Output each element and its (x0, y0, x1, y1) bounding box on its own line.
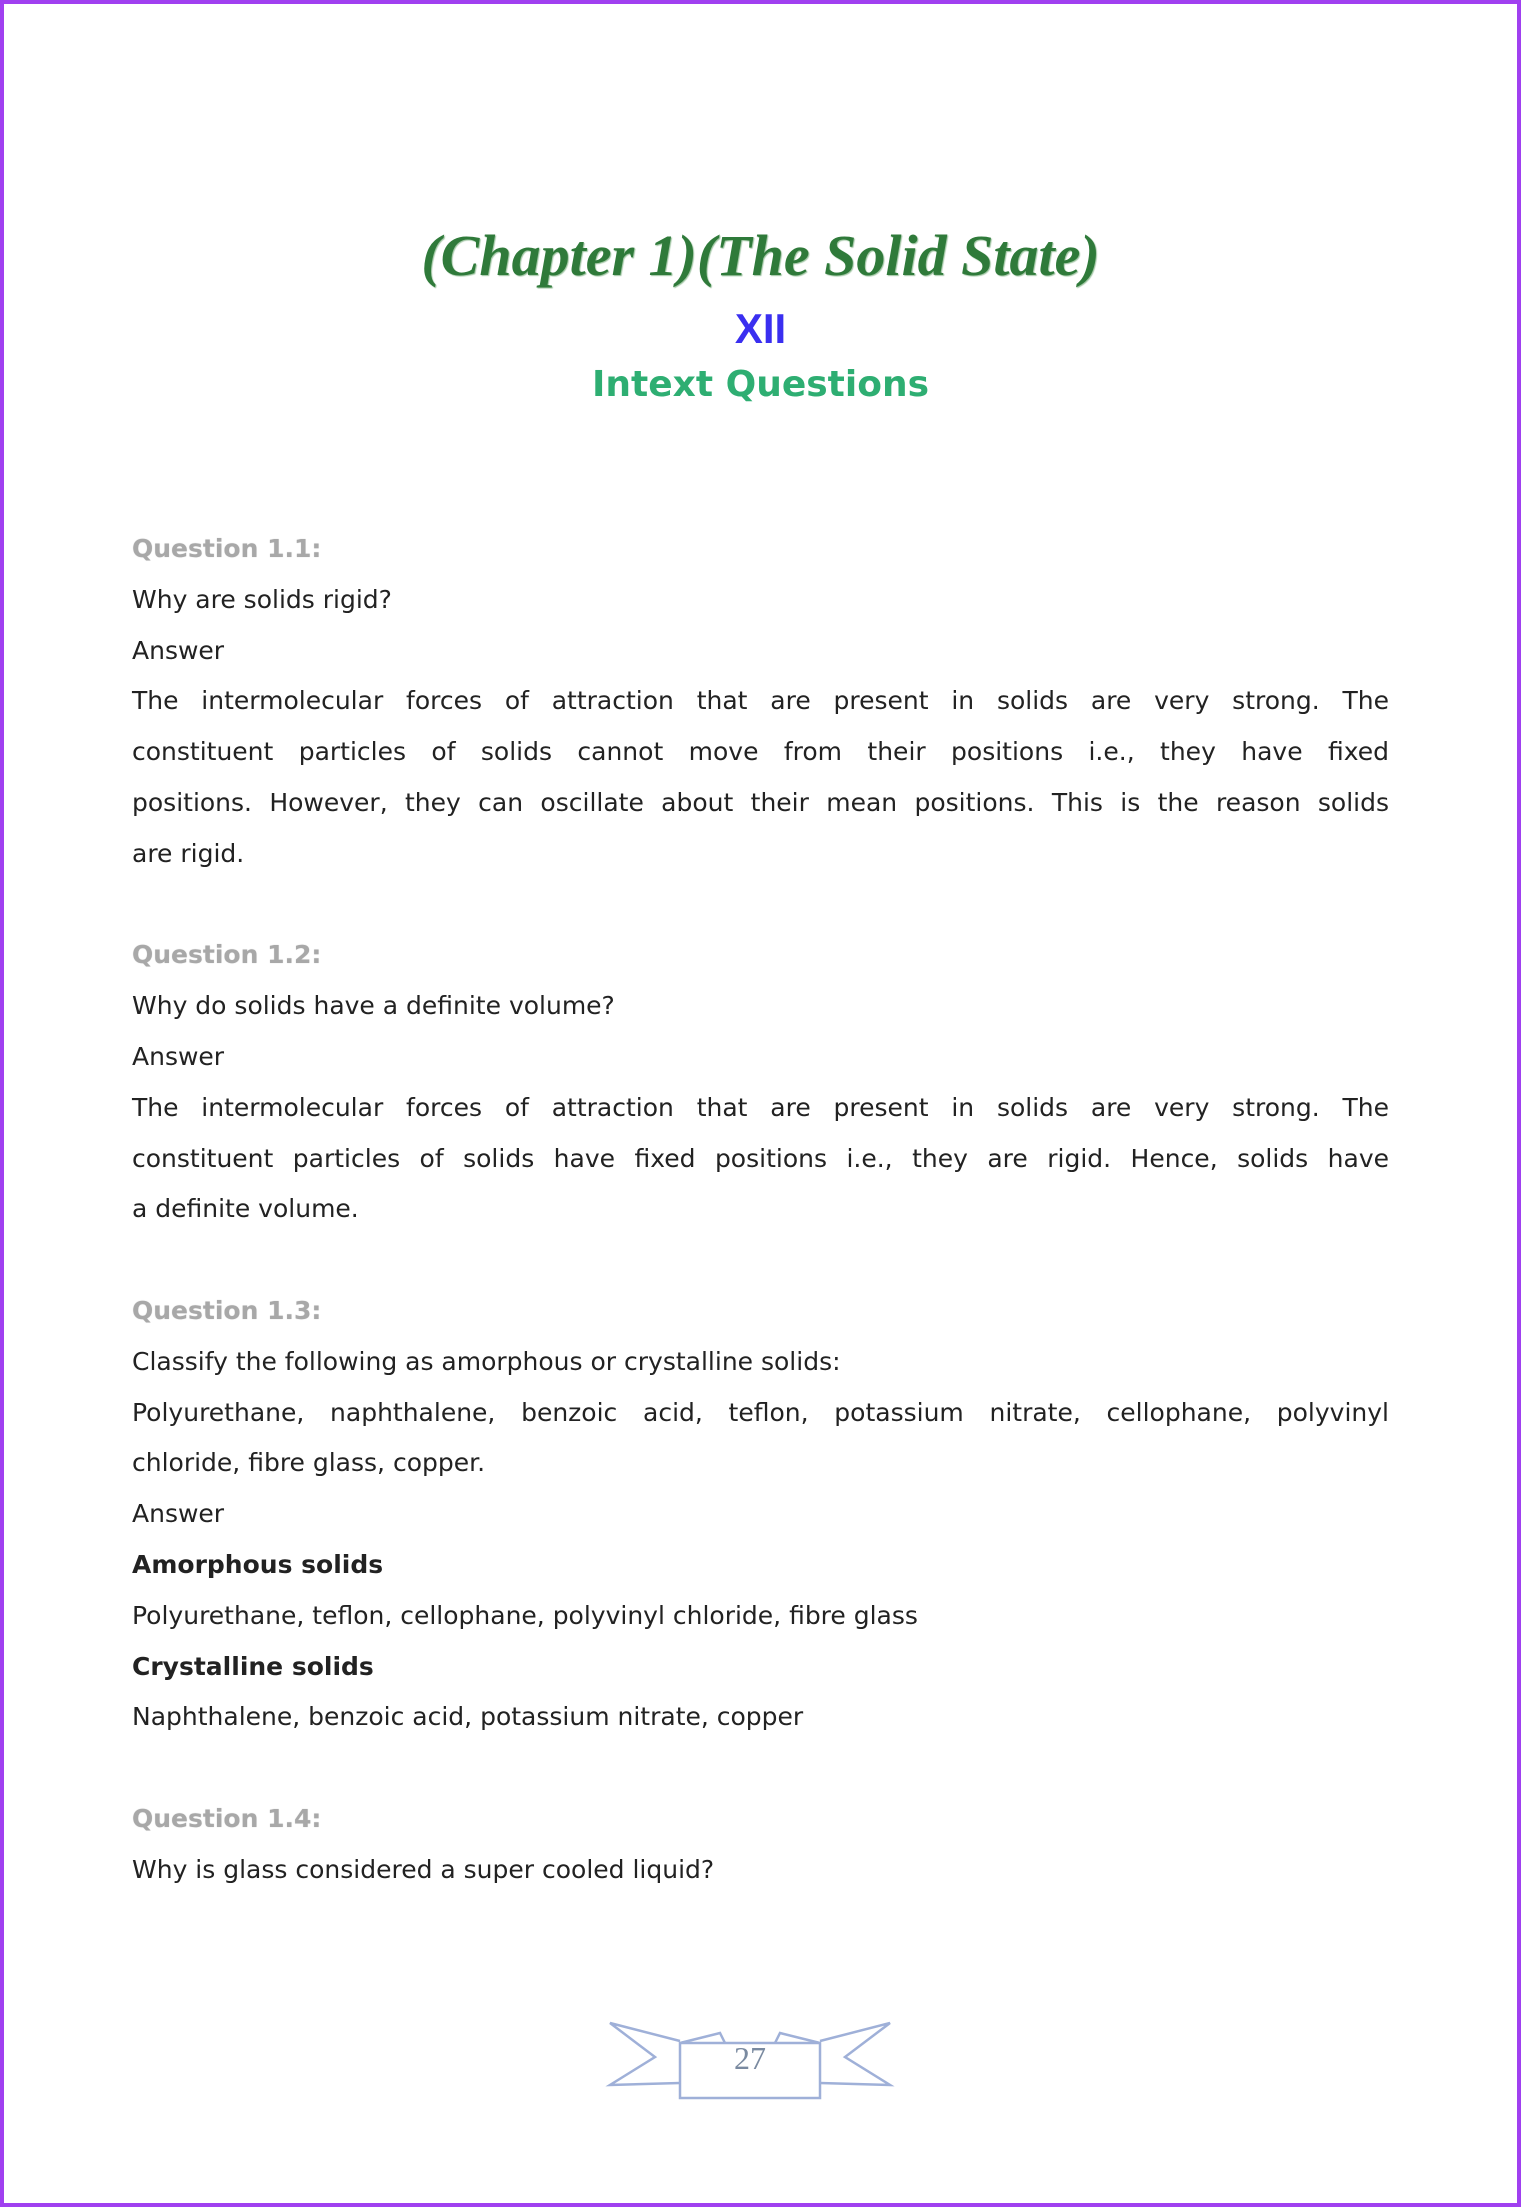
answer-label: Answer (132, 1499, 225, 1529)
question-text: Why do solids have a definite volume? (132, 991, 615, 1021)
crystalline-heading: Crystalline solids (132, 1651, 374, 1681)
question-label: Question 1.4: (132, 1803, 322, 1833)
answer-line: constituent particles of solids have fixed positions i.e., they are rigid. Hence, solids have (132, 1143, 1389, 1173)
answer-line: The intermolecular forces of attraction that are present in solids are very strong. The (132, 1092, 1389, 1122)
class-label: XII (734, 305, 787, 352)
question-text: chloride, fibre glass, copper. (132, 1448, 486, 1478)
answer-label: Answer (132, 635, 225, 665)
answer-line: positions. However, they can oscillate about their mean positions. This is the reason solids (132, 787, 1389, 817)
answer-line: are rigid. (132, 838, 245, 868)
answer-line: constituent particles of solids cannot move from their positions i.e., they have fixed (132, 737, 1389, 767)
chapter-title: (Chapter 1)(The Solid State) (421, 223, 1100, 288)
question-text: Classify the following as amorphous or crystalline solids: (132, 1346, 841, 1376)
crystalline-list: Naphthalene, benzoic acid, potassium nitrate, copper (132, 1702, 804, 1732)
answer-label: Answer (132, 1041, 225, 1071)
answer-line: a definite volume. (132, 1194, 359, 1224)
question-label: Question 1.3: (132, 1295, 322, 1325)
question-text: Why is glass considered a super cooled liquid? (132, 1854, 715, 1884)
questions-content (132, 524, 1389, 1896)
question-label: Question 1.1: (132, 534, 322, 563)
amorphous-heading: Amorphous solids (132, 1549, 384, 1579)
answer-line: The intermolecular forces of attraction that are present in solids are very strong. The (132, 686, 1389, 716)
page-number: 27 (734, 2040, 766, 2076)
amorphous-list: Polyurethane, teflon, cellophane, polyvinyl chloride, fibre glass (132, 1600, 918, 1630)
question-text: Polyurethane, naphthalene, benzoic acid, teflon, potassium nitrate, cellophane, polyvinyl (132, 1397, 1389, 1427)
question-label: Question 1.2: (132, 940, 322, 970)
question-text: Why are solids rigid? (132, 584, 392, 614)
section-title: Intext Questions (591, 364, 930, 405)
